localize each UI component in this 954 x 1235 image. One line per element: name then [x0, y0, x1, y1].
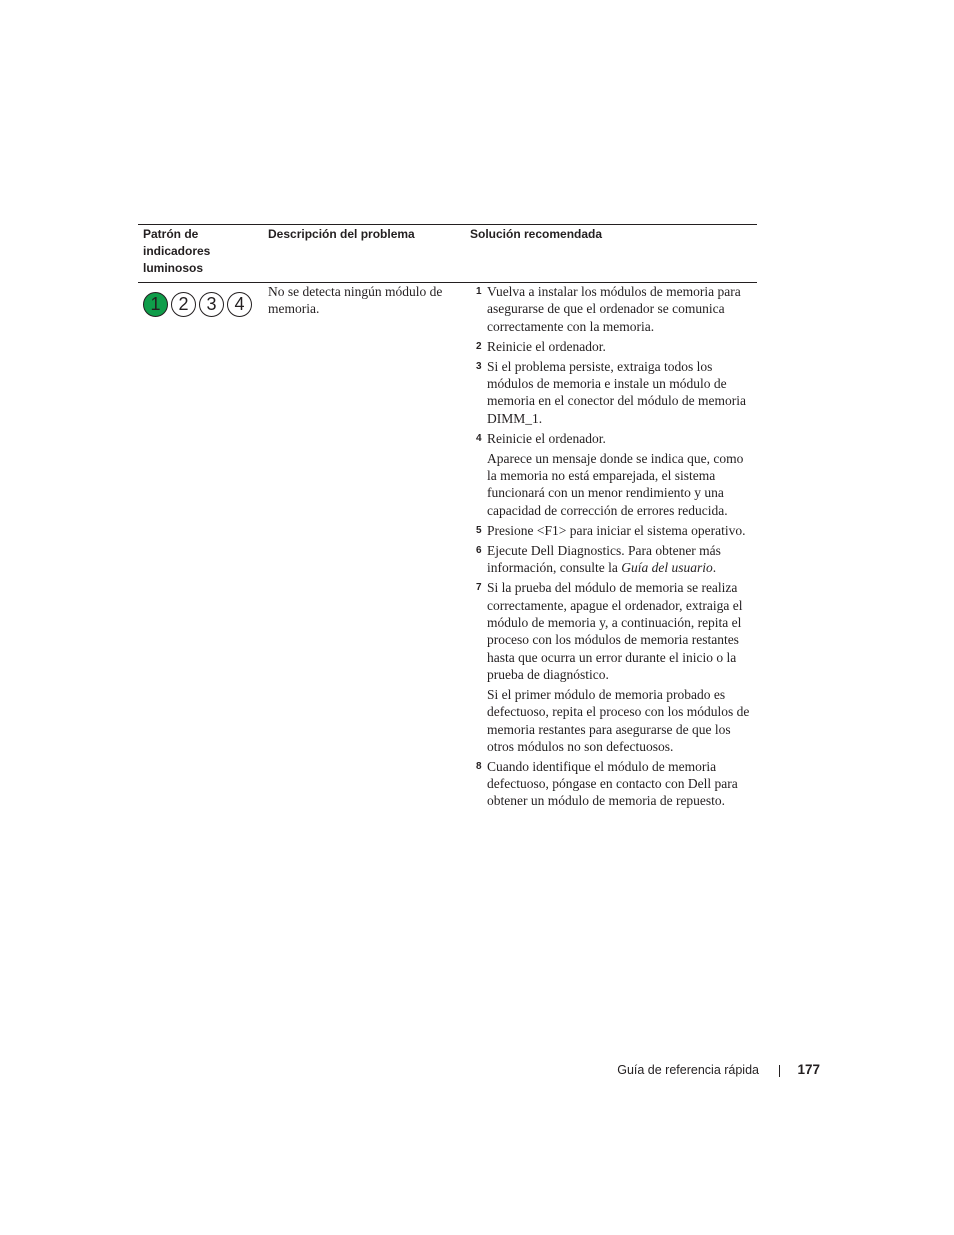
step-7	[476, 579, 756, 683]
step-text: Ejecute Dell Diagnostics. Para obtener más información, consulte la	[487, 542, 721, 576]
step-text: Si el problema persiste, extraiga todos los módulos de memoria e instale un módulo de memoria en el conector del módulo de memoria DIMM_1.	[487, 358, 747, 426]
table-top-rule	[138, 224, 757, 225]
page-number: 177	[797, 1062, 820, 1077]
step-number: 8	[476, 760, 482, 772]
page-footer	[560, 1061, 822, 1081]
step-number: 7	[476, 582, 482, 594]
header-pattern: Patrón de indicadores luminosos	[143, 227, 211, 275]
footer-separator	[779, 1065, 780, 1077]
guide-title: Guía del usuario	[621, 560, 713, 576]
header-solution: Solución recomendada	[470, 227, 603, 241]
step-number: 5	[476, 524, 482, 536]
step-text: Vuelva a instalar los módulos de memoria para asegurarse de que el ordenador se comunica correctamente con la memoria.	[487, 284, 741, 334]
step-number: 6	[476, 544, 482, 556]
step-text-end: .	[712, 560, 717, 576]
step-text: Cuando identifique el módulo de memoria defectuoso, póngase en contacto con Dell para obtener un módulo de memoria de repuesto.	[487, 758, 738, 809]
step-8	[476, 758, 756, 810]
step-text: Presione <F1> para iniciar el sistema operativo.	[487, 522, 746, 538]
step-number: 2	[476, 340, 482, 352]
header-description: Descripción del problema	[268, 227, 415, 241]
step-6	[476, 542, 756, 577]
step-3	[476, 358, 756, 427]
step-2	[476, 338, 756, 355]
step-text: Reinicie el ordenador.	[487, 430, 606, 446]
led-pattern	[143, 292, 255, 316]
step-number: 3	[476, 360, 482, 372]
led-4-icon: 4	[227, 292, 252, 317]
step-5	[476, 522, 756, 539]
led-2-icon: 2	[171, 292, 196, 317]
step-1	[476, 283, 756, 335]
led-3-icon: 3	[199, 292, 224, 317]
footer-title: Guía de referencia rápida	[617, 1063, 759, 1077]
step-number: 1	[476, 286, 482, 297]
step-4	[476, 430, 756, 447]
problem-description: No se detecta ningún módulo de memoria.	[268, 284, 443, 317]
step-note: Aparece un mensaje donde se indica que, como la memoria no está emparejada, el sistema funcionará con un menor rendimiento y una capacidad de corrección de errores reducida.	[487, 450, 744, 518]
led-1-icon: 1	[143, 292, 168, 317]
step-note: Si el primer módulo de memoria probado es defectuoso, repita el proceso con los módulos de memoria restantes para asegurarse de que los otros módulos no son defectuosos.	[487, 686, 750, 754]
step-text: Si la prueba del módulo de memoria se realiza correctamente, apague el ordenador, extraiga el módulo de memoria y, a continuación, repita el proceso con los módulos de memoria restantes hasta que ocurra un error durante el inicio o la prueba de diagnóstico.	[487, 580, 743, 682]
solution-steps	[476, 283, 756, 813]
step-number: 4	[476, 432, 482, 444]
step-text: Reinicie el ordenador.	[487, 338, 606, 354]
